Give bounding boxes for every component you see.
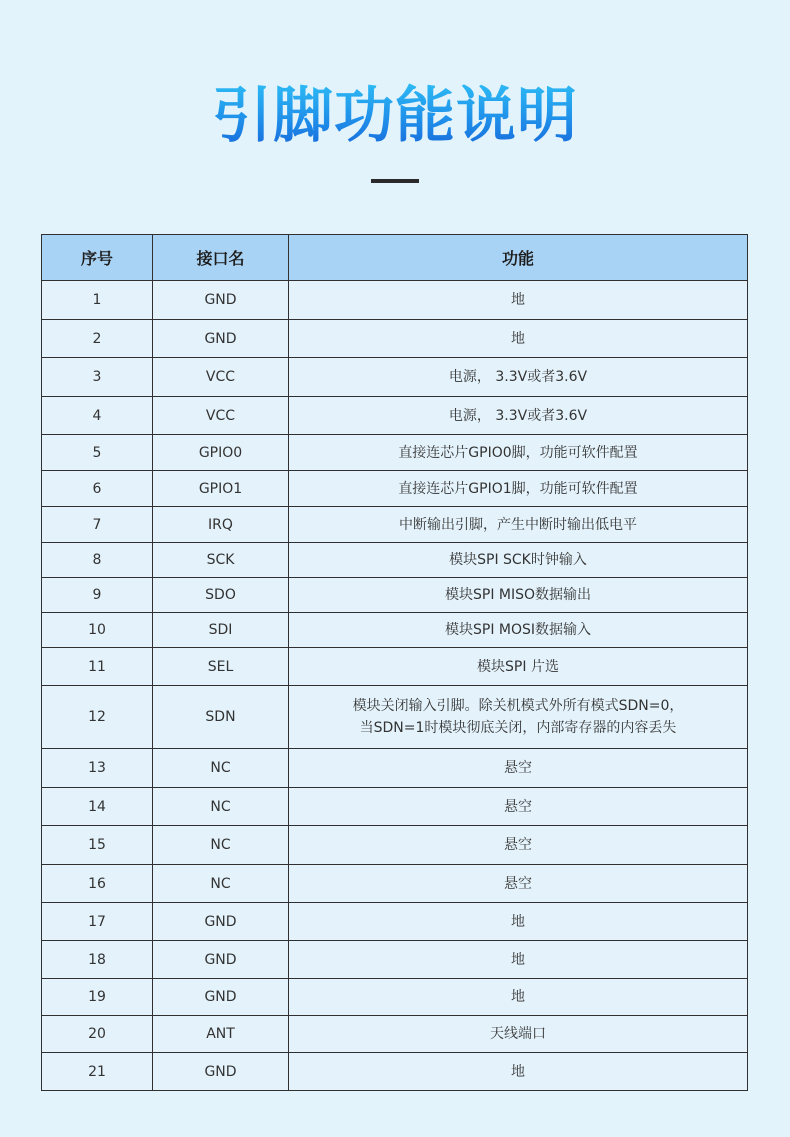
pin-name-cell: NC xyxy=(153,788,289,826)
table-row xyxy=(42,397,748,435)
pin-function-text: 直接连芯片GPIO0脚，功能可软件配置 xyxy=(398,444,638,461)
pin-function-cell xyxy=(289,648,748,686)
pin-number-cell: 12 xyxy=(42,686,153,749)
table-row xyxy=(42,979,748,1016)
pin-name-cell: NC xyxy=(153,749,289,788)
pin-name-cell: GND xyxy=(153,979,289,1016)
pin-function-cell xyxy=(289,1053,748,1091)
table-row xyxy=(42,358,748,397)
pin-function-text: 电源， 3.3V或者3.6V xyxy=(448,407,588,424)
pin-number-cell: 18 xyxy=(42,941,153,979)
table-row xyxy=(42,1016,748,1053)
pin-function-cell xyxy=(289,979,748,1016)
header-function: 功能 xyxy=(289,235,748,281)
pin-number-cell: 19 xyxy=(42,979,153,1016)
pin-function-text: 当SDN=1时模块彻底关闭，内部寄存器的内容丢失 xyxy=(359,720,677,736)
pin-name-cell: GPIO1 xyxy=(153,471,289,507)
pin-function-text: 地 xyxy=(511,989,525,1005)
pin-function-cell xyxy=(289,941,748,979)
pin-name-cell: GND xyxy=(153,903,289,941)
pin-function-cell xyxy=(289,397,748,435)
pin-name-cell: SDO xyxy=(153,578,289,613)
pin-function-cell xyxy=(289,788,748,826)
pin-number-cell: 1 xyxy=(42,281,153,320)
pin-function-text: 模块SPI 片选 xyxy=(477,658,559,675)
pin-function-cell xyxy=(289,435,748,471)
pin-function-text: 地 xyxy=(511,951,525,968)
pin-number-cell: 10 xyxy=(42,613,153,648)
pin-name-cell: IRQ xyxy=(153,507,289,543)
pin-number-cell: 16 xyxy=(42,865,153,903)
table-row xyxy=(42,281,748,320)
pin-name-cell: GND xyxy=(153,941,289,979)
pin-function-text: 悬空 xyxy=(504,798,532,815)
table-row xyxy=(42,826,748,865)
header-index: 序号 xyxy=(42,235,153,281)
table-row xyxy=(42,435,748,471)
pin-function-cell xyxy=(289,903,748,941)
pin-name-cell: GND xyxy=(153,281,289,320)
pin-function-cell xyxy=(289,686,748,749)
pin-function-text: 悬空 xyxy=(504,760,532,776)
header-interface-name: 接口名 xyxy=(153,235,289,281)
pin-name-cell: NC xyxy=(153,865,289,903)
pin-number-cell: 11 xyxy=(42,648,153,686)
pin-function-cell xyxy=(289,749,748,788)
pin-function-text: 地 xyxy=(511,292,525,308)
table-row xyxy=(42,903,748,941)
pin-function-cell xyxy=(289,543,748,578)
pin-name-cell: GND xyxy=(153,320,289,358)
pin-function-text: 悬空 xyxy=(504,875,532,892)
pin-function-table xyxy=(41,234,748,1091)
pin-name-cell: GND xyxy=(153,1053,289,1091)
table-row xyxy=(42,471,748,507)
pin-function-text: 地 xyxy=(511,1063,525,1080)
pin-number-cell: 5 xyxy=(42,435,153,471)
pin-function-text: 天线端口 xyxy=(490,1026,546,1042)
pin-name-cell: ANT xyxy=(153,1016,289,1053)
pin-number-cell: 3 xyxy=(42,358,153,397)
pin-number-cell: 6 xyxy=(42,471,153,507)
pin-function-cell xyxy=(289,471,748,507)
pin-function-text: 模块SPI MOSI数据输入 xyxy=(444,622,592,638)
pin-function-cell xyxy=(289,1016,748,1053)
pin-number-cell: 15 xyxy=(42,826,153,865)
pin-function-cell xyxy=(289,358,748,397)
pin-function-text: 地 xyxy=(511,913,525,930)
pin-number-cell: 21 xyxy=(42,1053,153,1091)
table-header-row xyxy=(42,235,748,281)
pin-number-cell: 20 xyxy=(42,1016,153,1053)
pin-number-cell: 14 xyxy=(42,788,153,826)
title-underline-divider xyxy=(371,179,419,183)
table-row xyxy=(42,648,748,686)
pin-number-cell: 8 xyxy=(42,543,153,578)
table-row xyxy=(42,507,748,543)
pin-name-cell: NC xyxy=(153,826,289,865)
pin-function-text: 模块SPI SCK时钟输入 xyxy=(449,552,587,568)
pin-name-cell: SCK xyxy=(153,543,289,578)
pin-number-cell: 13 xyxy=(42,749,153,788)
pin-number-cell: 4 xyxy=(42,397,153,435)
table-row xyxy=(42,543,748,578)
pin-function-text: 悬空 xyxy=(504,837,532,853)
table-row xyxy=(42,613,748,648)
pin-function-text: 直接连芯片GPIO1脚，功能可软件配置 xyxy=(398,480,638,497)
table-row xyxy=(42,865,748,903)
pin-function-cell xyxy=(289,613,748,648)
pin-function-text: 地 xyxy=(511,330,525,347)
table-row xyxy=(42,686,748,749)
pin-name-cell: GPIO0 xyxy=(153,435,289,471)
pin-name-cell: SDI xyxy=(153,613,289,648)
pin-number-cell: 7 xyxy=(42,507,153,543)
pin-name-cell: VCC xyxy=(153,358,289,397)
pin-name-cell: SEL xyxy=(153,648,289,686)
pin-function-cell xyxy=(289,507,748,543)
pin-function-cell xyxy=(289,281,748,320)
pin-function-cell xyxy=(289,578,748,613)
pin-number-cell: 2 xyxy=(42,320,153,358)
pin-number-cell: 17 xyxy=(42,903,153,941)
pin-function-text: 模块SPI MISO数据输出 xyxy=(444,587,592,603)
table-row xyxy=(42,320,748,358)
pin-function-cell xyxy=(289,320,748,358)
page-title: 引脚功能说明 xyxy=(0,78,790,154)
pin-function-text: 模块关闭输入引脚。除关机模式外所有模式SDN=0， xyxy=(352,698,684,714)
pin-function-cell xyxy=(289,826,748,865)
table-row xyxy=(42,788,748,826)
pin-name-cell: VCC xyxy=(153,397,289,435)
pin-function-text: 电源， 3.3V或者3.6V xyxy=(448,369,588,385)
table-row xyxy=(42,578,748,613)
table-row xyxy=(42,1053,748,1091)
table-row xyxy=(42,749,748,788)
pin-name-cell: SDN xyxy=(153,686,289,749)
pin-function-text: 中断输出引脚，产生中断时输出低电平 xyxy=(399,516,637,533)
pin-function-cell xyxy=(289,865,748,903)
table-row xyxy=(42,941,748,979)
pin-number-cell: 9 xyxy=(42,578,153,613)
